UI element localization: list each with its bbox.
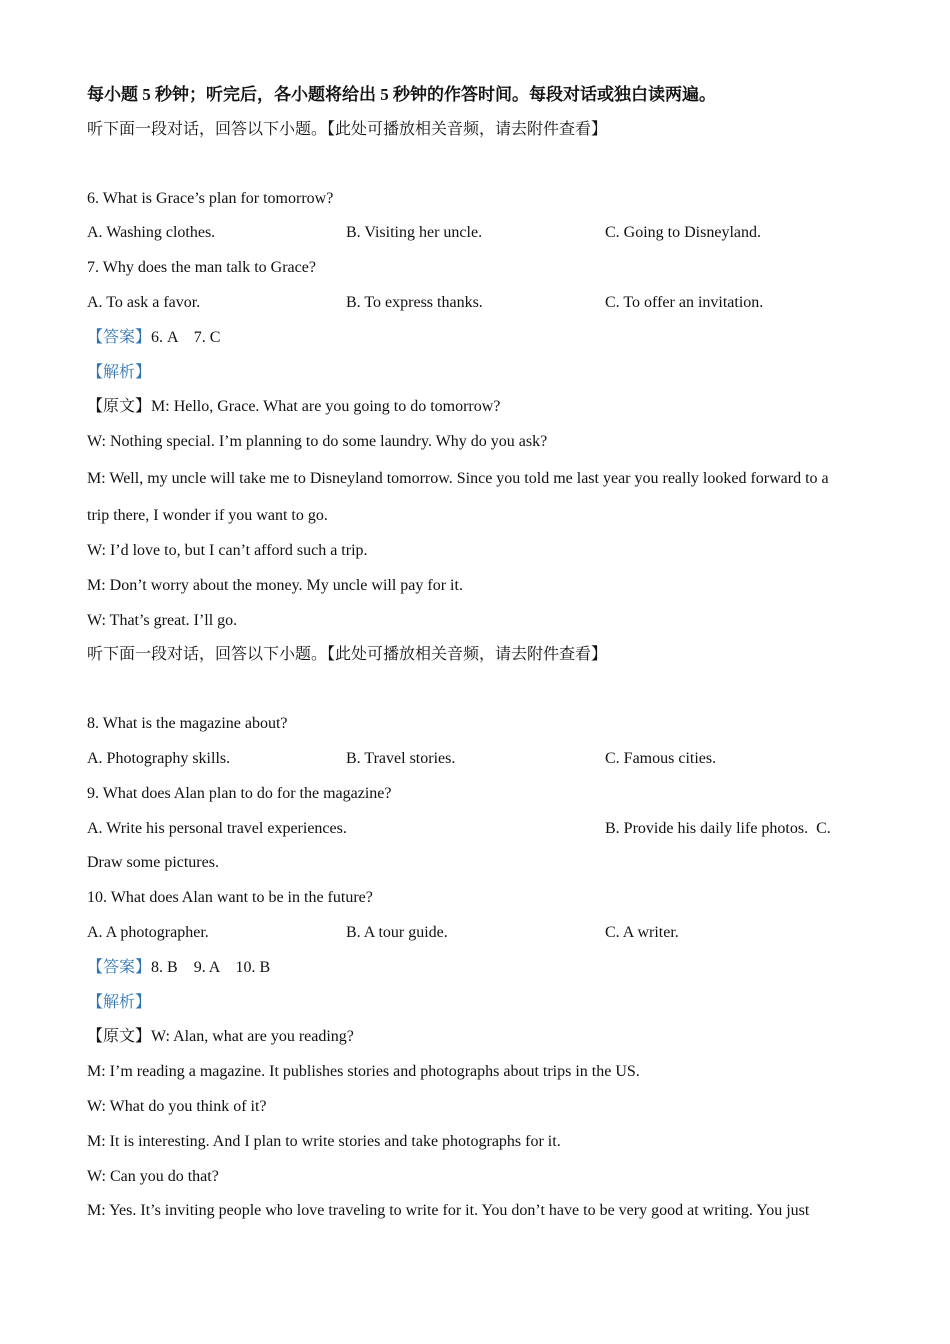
question-10-options xyxy=(87,916,865,951)
answer-tag: 【答案】 xyxy=(87,328,152,346)
transcript-line: M: It is interesting. And I plan to write stories and take photographs for it. xyxy=(87,1132,561,1150)
option-b: B. Travel stories. xyxy=(346,749,456,767)
listen-prompt: 听下面一段对话，回答以下小题。【此处可播放相关音频，请去附件查看】 xyxy=(87,646,608,664)
transcript-line: M: Don’t worry about the money. My uncle will pay for it. xyxy=(87,576,463,594)
transcript-line: W: What do you think of it? xyxy=(87,1097,267,1115)
question-8: 8. What is the magazine about? xyxy=(87,715,288,733)
option-c: C. xyxy=(816,819,831,837)
option-a: A. Write his personal travel experiences. xyxy=(87,819,347,837)
option-c: C. A writer. xyxy=(605,923,679,941)
transcript-line: W: That’s great. I’ll go. xyxy=(87,611,238,629)
answer-line xyxy=(87,951,865,986)
transcript-line: trip there, I wonder if you want to go. xyxy=(87,506,328,524)
transcript-line xyxy=(87,1020,865,1055)
option-a: A. Photography skills. xyxy=(87,749,231,767)
answer-value: 6. A 7. C xyxy=(151,328,221,346)
transcript-line: M: I’m reading a magazine. It publishes stories and photographs about trips in the US. xyxy=(87,1063,640,1081)
listen-prompt: 听下面一段对话，回答以下小题。【此处可播放相关音频，请去附件查看】 xyxy=(87,120,608,138)
option-a: A. Washing clothes. xyxy=(87,224,216,242)
transcript-line: W: I’d love to, but I can’t afford such a trip. xyxy=(87,541,368,559)
option-b: B. Provide his daily life photos. xyxy=(605,819,809,837)
option-b: B. A tour guide. xyxy=(346,923,448,941)
transcript-line: W: Can you do that? xyxy=(87,1167,219,1185)
answer-value: 8. B 9. A 10. B xyxy=(151,958,271,976)
transcript-line: M: Yes. It’s inviting people who love traveling to write for it. You don’t have to be very good at writing. You just xyxy=(87,1202,810,1220)
option-c: C. Going to Disneyland. xyxy=(605,224,761,242)
document-page xyxy=(87,78,865,1229)
analysis-tag: 【解析】 xyxy=(87,363,152,381)
question-8-options xyxy=(87,742,865,777)
question-7: 7. Why does the man talk to Grace? xyxy=(87,259,316,277)
option-c-continued: Draw some pictures. xyxy=(87,854,219,872)
instruction-text: 每小题 5 秒钟；听完后，各小题将给出 5 秒钟的作答时间。每段对话或独白读两遍。 xyxy=(87,85,716,104)
option-a: A. To ask a favor. xyxy=(87,293,201,311)
transcript-tag: 【原文】 xyxy=(87,1028,152,1046)
option-c: C. Famous cities. xyxy=(605,749,717,767)
transcript-tag: 【原文】 xyxy=(87,398,152,416)
question-9: 9. What does Alan plan to do for the magazine? xyxy=(87,784,392,802)
question-6-options xyxy=(87,216,865,251)
transcript-line: M: Well, my uncle will take me to Disneyland tomorrow. Since you told me last year you really looked forward to a xyxy=(87,469,829,487)
transcript-line: W: Nothing special. I’m planning to do some laundry. Why do you ask? xyxy=(87,433,548,451)
transcript-line xyxy=(87,390,865,425)
option-a: A. A photographer. xyxy=(87,923,209,941)
option-b: B. To express thanks. xyxy=(346,293,483,311)
option-b: B. Visiting her uncle. xyxy=(346,224,483,242)
answer-line xyxy=(87,321,865,356)
answer-tag: 【答案】 xyxy=(87,958,152,976)
analysis-tag: 【解析】 xyxy=(87,993,152,1011)
question-6: 6. What is Grace’s plan for tomorrow? xyxy=(87,189,334,207)
transcript-text: M: Hello, Grace. What are you going to do tomorrow? xyxy=(151,398,501,416)
question-9-options xyxy=(87,812,865,847)
option-c: C. To offer an invitation. xyxy=(605,293,764,311)
question-10: 10. What does Alan want to be in the future? xyxy=(87,889,373,907)
question-7-options xyxy=(87,286,865,321)
transcript-text: W: Alan, what are you reading? xyxy=(151,1028,354,1046)
